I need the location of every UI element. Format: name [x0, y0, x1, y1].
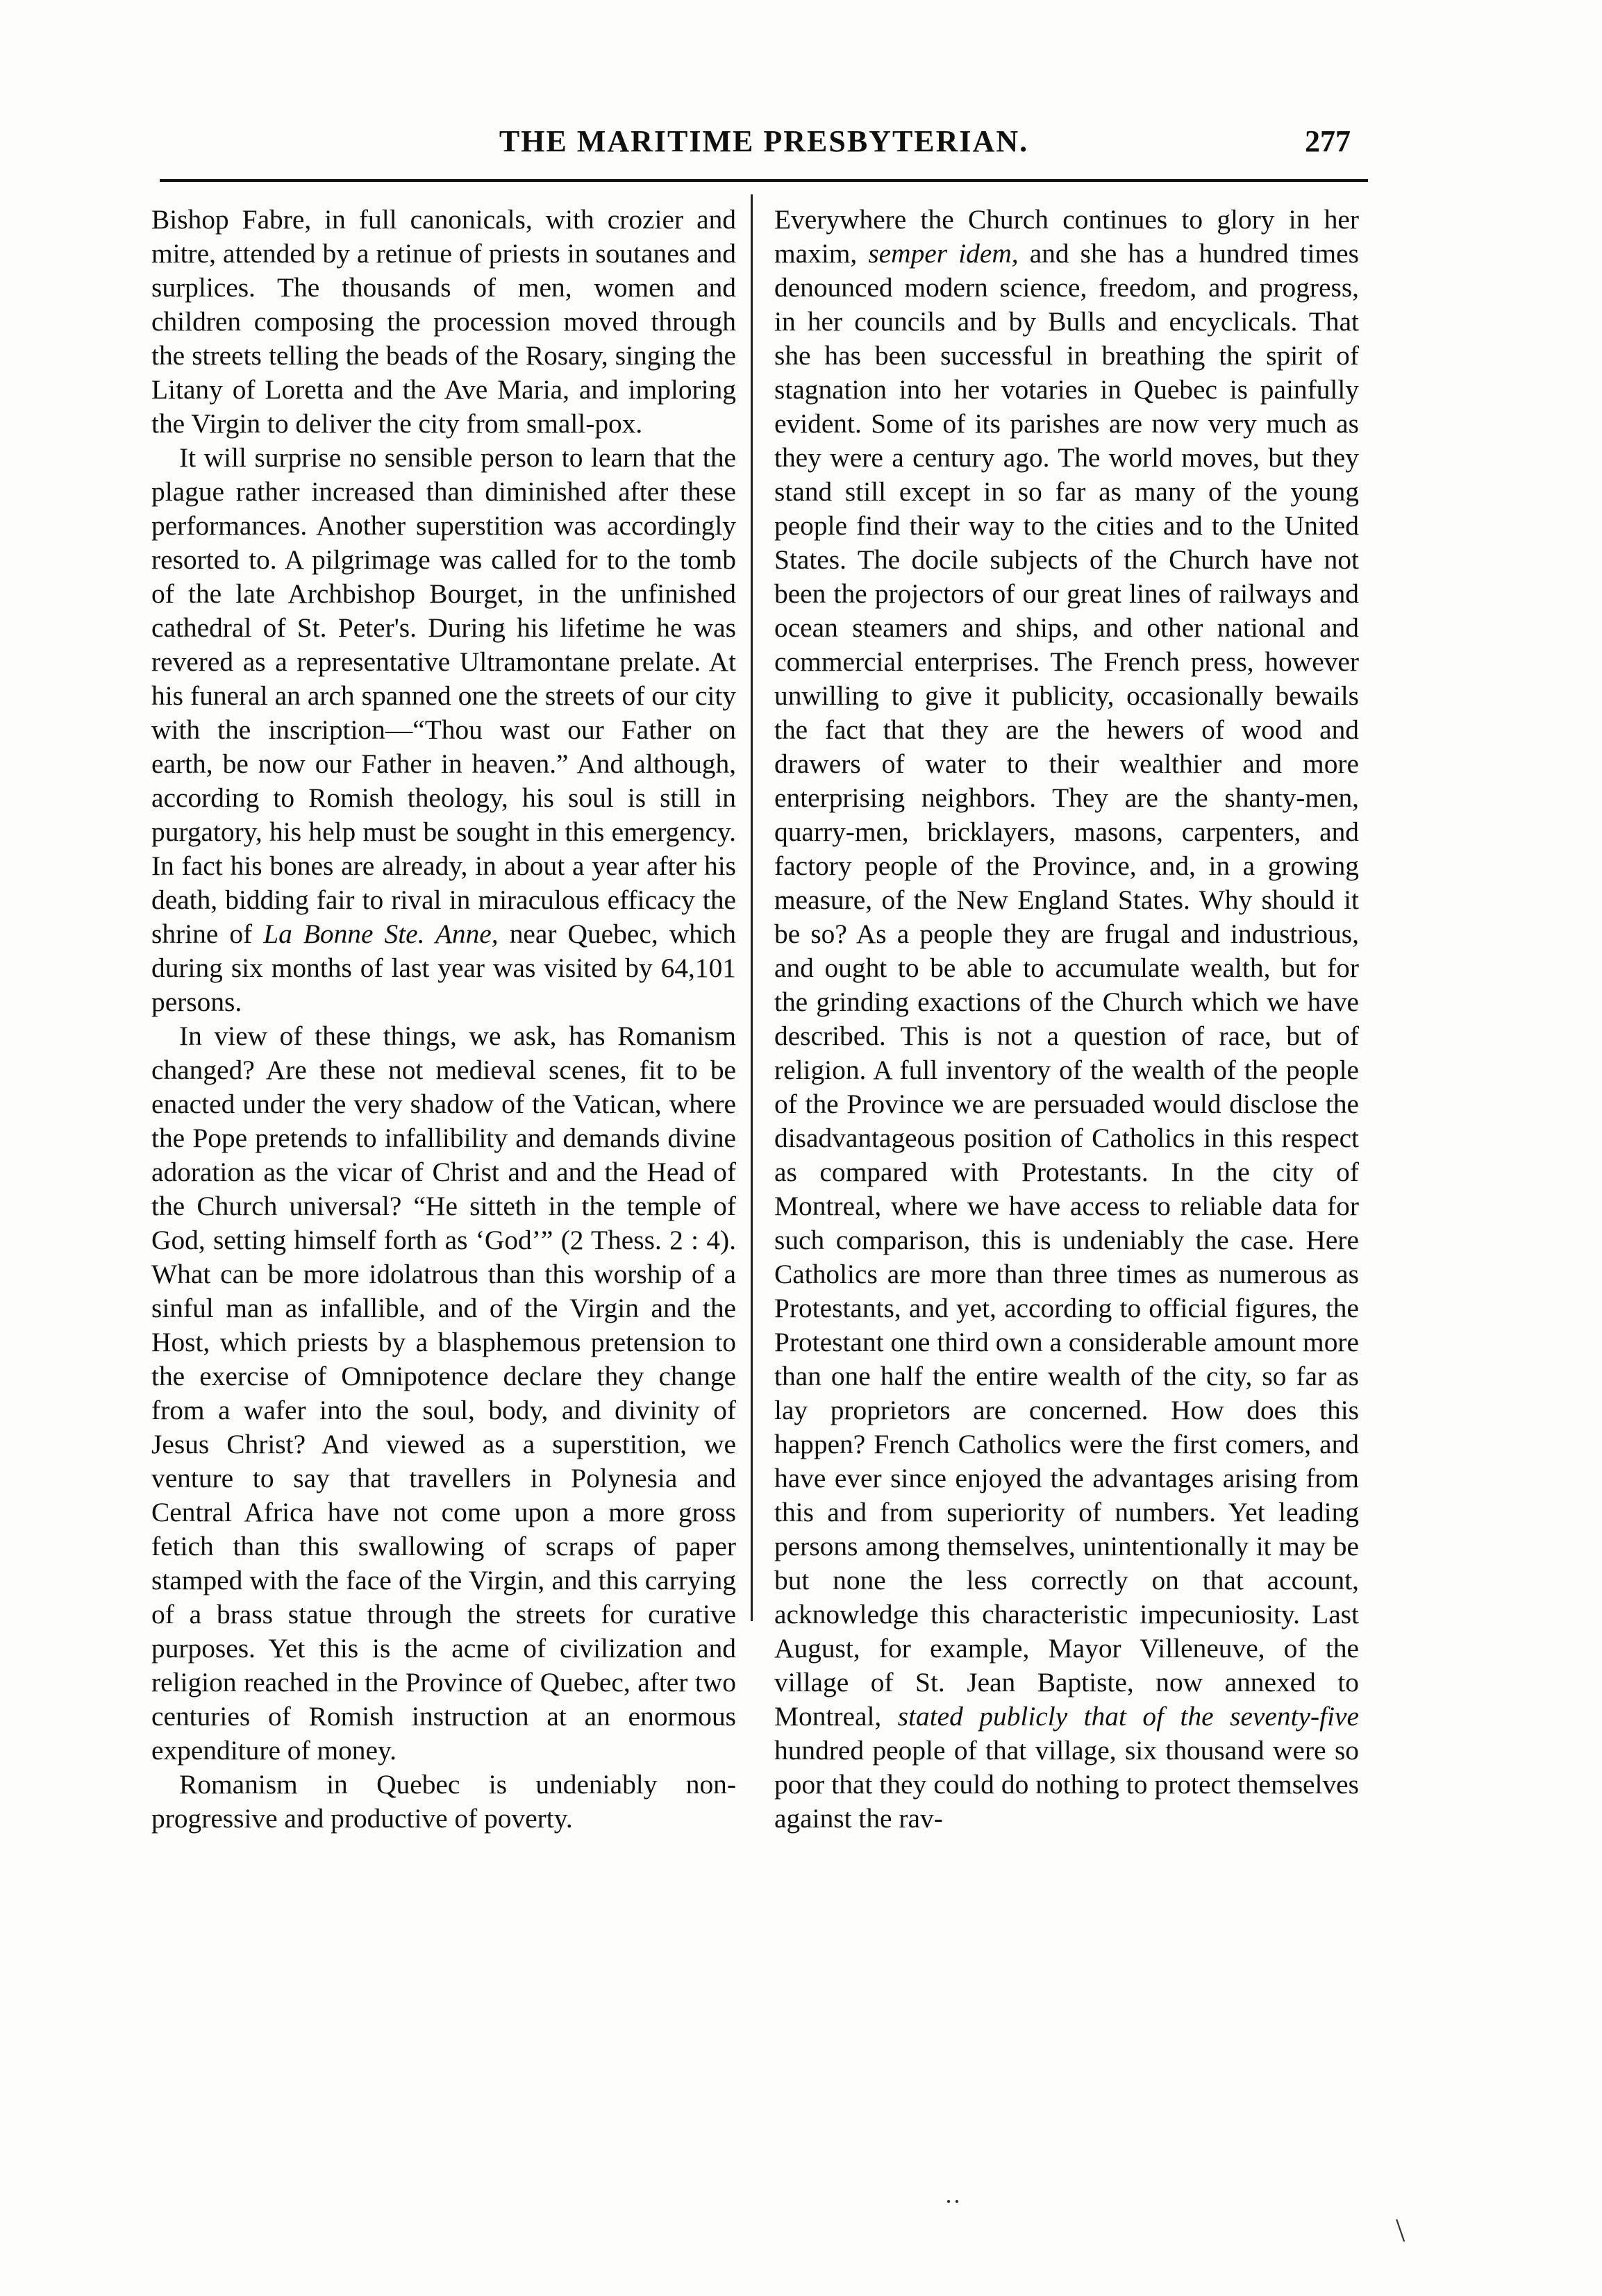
column-divider: [751, 194, 753, 1621]
paragraph-romanism-changed: In view of these things, we ask, has Romanism changed? Are these not medieval scenes, fit to be enacted under the very shadow of the Vatican, where the Pope pretends to infallibility and demands divine adoration as the vicar of Christ and and the Head of the Church universal? “He sitteth in the temple of God, setting himself forth as ‘God’” (2 Thess. 2 : 4). What can be more idolatrous than this worship of a sinful man as infallible, and of the Virgin and the Host, which priests by a blasphemous pretension to the exercise of Omnipotence declare they change from a wafer into the soul, body, and divinity of Jesus Christ? And viewed as a superstition, we venture to say that travellers in Polynesia and Central Africa have not come upon a more gross fetich than this swallowing of scraps of paper stamped with the face of the Virgin, and this carrying of a brass statue through the streets for curative purposes. Yet this is the acme of civilization and religion reached in the Province of Quebec, after two centuries of Romish instruction at an enormous expenditure of money.: [151, 1021, 736, 1766]
right-column: [774, 203, 1359, 1834]
paragraph-church-maxim: [774, 203, 1359, 1836]
emphasis-text: stated publicly that of the seventy-five: [897, 1701, 1359, 1732]
print-speck: \: [1396, 2212, 1405, 2249]
emphasis-text: semper idem,: [868, 238, 1019, 269]
page-header: [153, 124, 1375, 172]
header-rule: [160, 179, 1368, 182]
left-column: [151, 203, 736, 1834]
paragraph-text: It will surprise no sensible person to learn that the plague rather increased than diminished after these performances. Another superstition was accordingly resorted to. A pilgrimage was called for to the tomb of the late Archbishop Bourget, in the unfinished cathedral of St. Peter's. During his lifetime he was revered as a representative Ultramontane prelate. At his funeral an arch spanned one the streets of our city with the inscription—“Thou wast our Father on earth, be now our Father in heaven.” And although, according to Romish theology, his soul is still in purgatory, his help must be sought in this emergency. In fact his bones are already, in about a year after his death, bidding fair to rival in miraculous efficacy the shrine of: [151, 442, 736, 949]
page-number: 277: [1305, 124, 1351, 158]
emphasis-text: La Bonne Ste. Anne,: [263, 919, 499, 949]
paragraph-text: Everywhere the Church continues to glory in her maxim,: [774, 204, 1359, 269]
print-speck: ··: [944, 2188, 961, 2215]
paragraph-pilgrimage: [151, 441, 736, 1019]
paragraph-procession: Bishop Fabre, in full canonicals, with crozier and mitre, attended by a retinue of priests in soutanes and surplices. The thousands of men, women and children composing the procession moved through the streets telling the beads of the Rosary, singing the Litany of Loretta and the Ave Maria, and imploring the Virgin to deliver the city from small-pox.: [151, 204, 736, 439]
paragraph-text: near Quebec, which during six months of last year was visited by 64,101 persons.: [151, 919, 736, 1017]
running-title: THE MARITIME PRESBYTERIAN.: [499, 124, 1029, 158]
paragraph-text: and she has a hundred times denounced modern science, freedom, and progress, in her councils and by Bulls and encyclicals. That she has been successful in breathing the spirit of stagnation into her votaries in Quebec is painfully evident. Some of its parishes are now very much as they were a century ago. The world moves, but they stand still except in so far as many of the young people find their way to the cities and to the United States. The docile subjects of the Church have not been the projectors of our great lines of railways and ocean steamers and ships, and other national and commercial enterprises. The French press, however unwilling to give it publicity, occasionally bewails the fact that they are the hewers of wood and drawers of water to their wealthier and more enterprising neighbors. They are the shanty-men, quarry-men, bricklayers, masons, carpenters, and factory people of the Province, and, in a growing measure, of the New England States. Why should it be so? As a people they are frugal and industrious, and ought to be able to accumulate wealth, but for the grinding exactions of the Church which we have described. This is not a question of race, but of religion. A full inventory of the wealth of the people of the Province we are persuaded would disclose the disadvantageous position of Catholics in this respect as compared with Protestants. In the city of Montreal, where we have access to reliable data for such comparison, this is undeniably the case. Here Catholics are more than three times as numerous as Protestants, and yet, according to official figures, the Protestant one third own a considerable amount more than one half the entire wealth of the city, so far as lay proprietors are concerned. How does this happen? French Catholics were the first comers, and have ever since enjoyed the advantages arising from this and from superiority of numbers. Yet leading persons among themselves, unintentionally it may be but none the less correctly on that account, acknowledge this characteristic impecuniosity. Last August, for example, Mayor Villeneuve, of the village of St. Jean Baptiste, now annexed to Montreal,: [774, 238, 1359, 1732]
paragraph-non-progressive: Romanism in Quebec is undeniably non-progressive and productive of poverty.: [151, 1769, 736, 1834]
paragraph-text: hundred people of that village, six thousand were so poor that they could do nothing to protect themselves against the rav-: [774, 1735, 1359, 1834]
